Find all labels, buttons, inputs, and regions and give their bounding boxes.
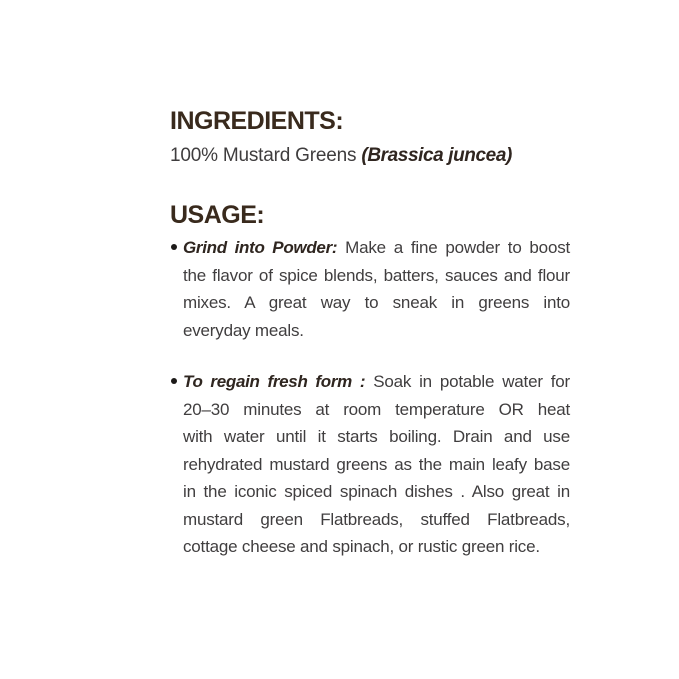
usage-text-line: cottage cheese and spinach, or rustic green rice. [183, 537, 540, 556]
usage-item-regain-fresh-form [170, 368, 570, 561]
usage-item-text: Make a fine powder to boost [345, 238, 571, 257]
usage-text-line [183, 368, 570, 396]
usage-item-grind-into-powder [170, 234, 570, 344]
bullet-icon [171, 244, 177, 250]
ingredients-title: INGREDIENTS: [170, 107, 344, 135]
usage-text-line: rehydrated mustard greens as the main leafy base [183, 454, 570, 474]
usage-list [170, 234, 570, 561]
ingredients-line [170, 142, 570, 170]
ingredients-composition: 100% Mustard Greens [170, 145, 357, 166]
usage-title: USAGE: [170, 201, 265, 229]
usage-text-line: 20–30 minutes at room temperature OR heat [183, 399, 570, 419]
usage-text-line: mustard green Flatbreads, stuffed Flatbreads, [183, 509, 570, 529]
usage-text-line [183, 234, 570, 262]
ingredients-botanical-name: (Brassica juncea) [361, 145, 512, 166]
bullet-icon [171, 378, 177, 384]
usage-item-lead: To regain fresh form : [183, 372, 366, 391]
usage-item-text: Soak in potable water for [373, 372, 570, 391]
usage-item-lead: Grind into Powder: [183, 238, 338, 257]
usage-text-line: in the iconic spiced spinach dishes . Also great in [183, 482, 570, 501]
usage-text-line: everyday meals. [183, 320, 304, 340]
usage-text-line: mixes. A great way to sneak in greens into [183, 293, 570, 312]
usage-text-line: with water until it starts boiling. Drain and use [183, 427, 570, 446]
product-info-panel [170, 108, 570, 561]
usage-text-line: the flavor of spice blends, batters, sauces and flour [183, 265, 570, 285]
